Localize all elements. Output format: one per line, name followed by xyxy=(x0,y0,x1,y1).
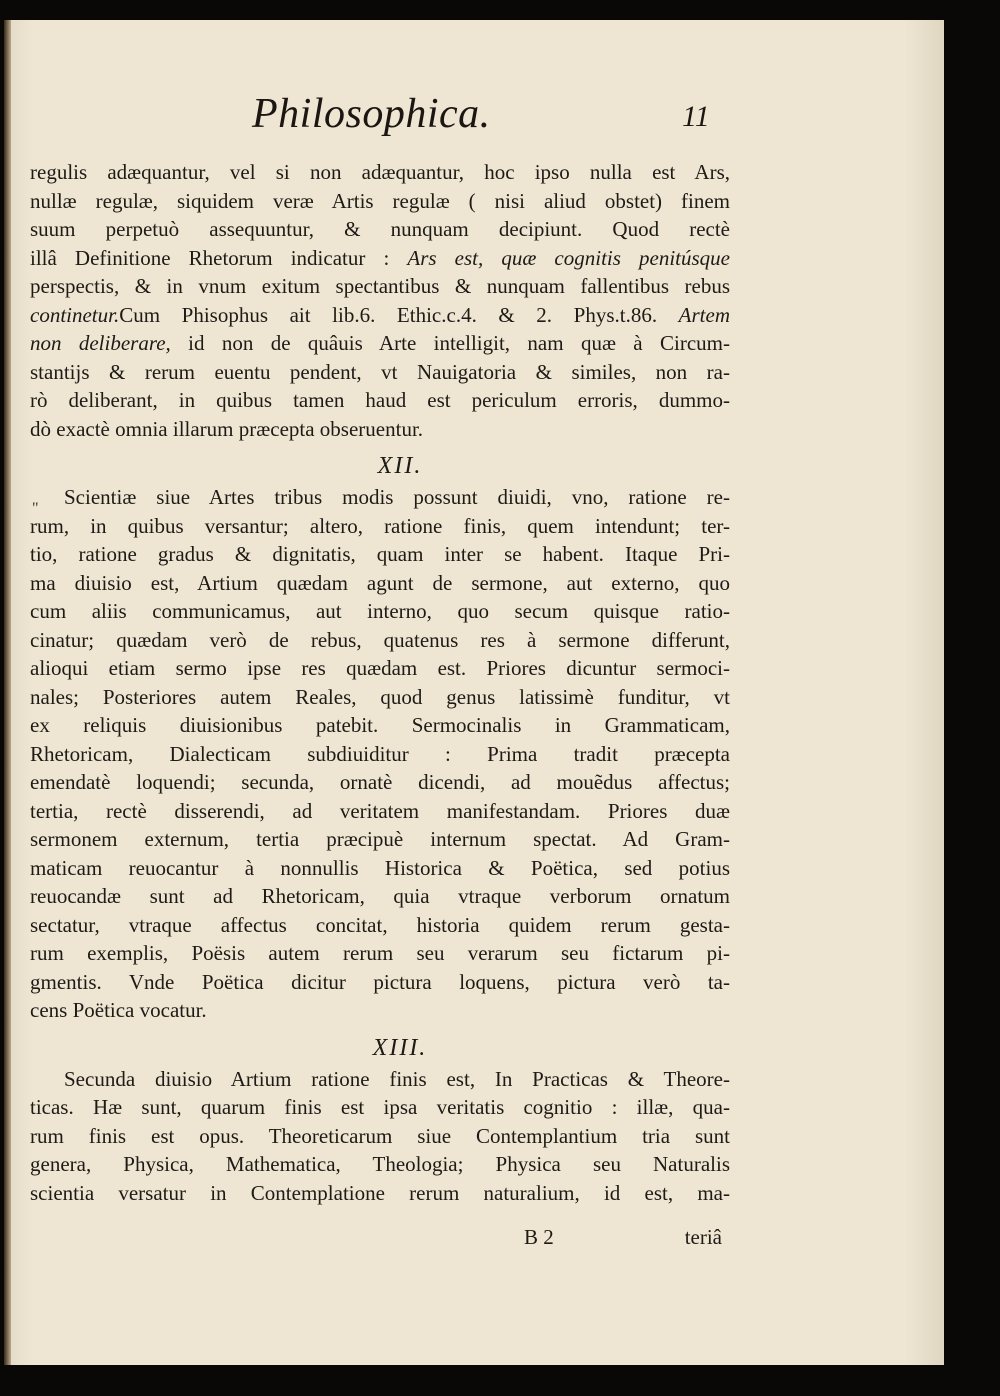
text-line: Scientiæ siue Artes tribus modis possunt diuidi, vno, ratione re- xyxy=(64,485,730,509)
text-line: rum, in quibus versantur; altero, ratione finis, quem intendunt; ter- xyxy=(30,513,730,538)
text-line: rum finis est opus. Theoreticarum siue Contemplantium tria sunt xyxy=(30,1123,730,1148)
page-header xyxy=(4,82,944,146)
text-line: nullæ regulæ, siquidem veræ Artis regulæ ( nisi aliud obstet) finem xyxy=(30,188,730,213)
text-line xyxy=(30,329,730,358)
margin-mark: " xyxy=(32,500,39,517)
text-line: ex reliquis diuisionibus patebit. Sermocinalis in Grammaticam, xyxy=(30,713,730,737)
text-line: ma diuisio est, Artium quædam agunt de sermone, aut externo, quo xyxy=(30,570,730,595)
text-line: tertia, rectè disserendi, ad veritatem manifestandam. Priores duæ xyxy=(30,798,730,823)
section-number-12: XII. xyxy=(377,453,423,479)
text-line: genera, Physica, Mathematica, Theologia; Physica seu Naturalis xyxy=(30,1152,730,1176)
italic-quote-line: perspectis, & in vnum exitum spectantibus & nunquam fallentibus rebus xyxy=(30,274,730,298)
book-page xyxy=(4,20,944,1365)
section-number-13: XIII. xyxy=(372,1034,428,1061)
signature-mark: B 2 xyxy=(524,1225,554,1249)
running-title: Philosophica. xyxy=(252,91,491,137)
catchword: teriâ xyxy=(684,1225,722,1249)
text-line: gmentis. Vnde Poëtica dicitur pictura loquens, pictura verò ta- xyxy=(30,969,730,994)
italic-quote: Ars est, quæ cognitis penitúsque xyxy=(407,245,730,270)
text-line: cum aliis communicamus, aut interno, quo secum quisque ratio- xyxy=(30,599,730,623)
text-line: dò exactè omnia illarum præcepta obseruentur. xyxy=(30,416,424,441)
text-line: scientia versatur in Contemplatione rerum naturalium, id est, ma- xyxy=(30,1180,730,1205)
gutter-shadow xyxy=(4,20,11,1365)
text-line: rò deliberant, in quibus tamen haud est periculum erroris, dummo- xyxy=(30,388,730,412)
italic-fragment: Artem xyxy=(678,302,730,327)
page-number: 11 xyxy=(682,100,710,133)
text-line: cinatur; quædam verò de rebus, quatenus res à sermone differunt, xyxy=(30,627,730,652)
body-text xyxy=(30,158,730,1207)
text-line: emendatè loquendi; secunda, ornatè dicendi, ad mouẽdus affectus; xyxy=(30,770,730,794)
text-fragment: id non de quâuis Arte intelligit, nam quæ à Circum- xyxy=(170,331,730,355)
text-fragment: illâ Definitione Rhetorum indicatur : xyxy=(30,245,408,270)
italic-fragment: continetur. xyxy=(30,302,120,327)
text-line: Secunda diuisio Artium ratione finis est, In Practicas & Theore- xyxy=(64,1066,730,1091)
text-fragment: Cum Phisophus ait lib.6. Ethic.c.4. & 2. Phys.t.86. xyxy=(119,302,658,327)
text-line: alioqui etiam sermo ipse res quædam est. Priores dicuntur sermoci- xyxy=(30,656,730,680)
italic-fragment: non deliberare, xyxy=(30,331,171,355)
text-line: Rhetoricam, Dialecticam subdiuiditur : Prima tradit præcepta xyxy=(30,741,730,766)
text-line: reuocandæ sunt ad Rhetoricam, quia vtraque verborum ornatum xyxy=(30,884,730,908)
text-line: rum exemplis, Poësis autem rerum seu verarum seu fictarum pi- xyxy=(30,941,730,965)
text-line: sectatur, vtraque affectus concitat, historia quidem rerum gesta- xyxy=(30,912,730,937)
page-footer xyxy=(30,1225,730,1255)
text-line: stantijs & rerum euentu pendent, vt Nauigatoria & similes, non ra- xyxy=(30,359,730,384)
text-line: ticas. Hæ sunt, quarum finis est ipsa veritatis cognitio : illæ, qua- xyxy=(30,1095,730,1119)
text-line: nales; Posteriores autem Reales, quod genus latissimè funditur, vt xyxy=(30,684,730,709)
text-line: sermonem externum, tertia præcipuè internum spectat. Ad Gram- xyxy=(30,827,730,851)
text-line xyxy=(30,301,730,330)
text-line xyxy=(30,244,730,273)
text-line: suum perpetuò assequuntur, & nunquam decipiunt. Quod rectè xyxy=(30,217,730,241)
text-line: tio, ratione gradus & dignitatis, quam inter se habent. Itaque Pri- xyxy=(30,542,730,566)
text-line: maticam reuocantur à nonnullis Historica & Poëtica, sed potius xyxy=(30,855,730,880)
text-line: cens Poëtica vocatur. xyxy=(30,998,207,1022)
text-line: regulis adæquantur, vel si non adæquantur, hoc ipso nulla est Ars, xyxy=(30,160,730,184)
